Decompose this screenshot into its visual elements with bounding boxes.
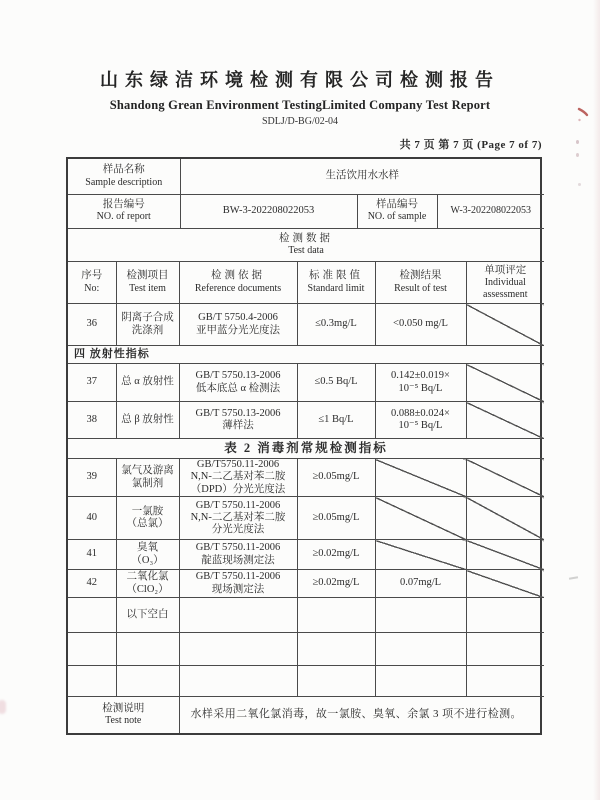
sample-no-value: W-3-202208022053: [437, 194, 544, 228]
sample-info-table: [68, 159, 544, 229]
cell-empty: [466, 633, 544, 666]
sample-no-label-en: NO. of sample: [367, 211, 427, 223]
cell-empty: [116, 633, 179, 666]
test-data-title-en: Test data: [288, 245, 324, 257]
cell-no: 38: [68, 402, 116, 439]
ink-speck: [576, 140, 579, 144]
report-no-row: [68, 194, 544, 228]
cell-assess-slash: [466, 364, 544, 402]
test-data-title-cn: 检测数据: [279, 232, 334, 244]
sample-name-label: [68, 159, 180, 194]
cell-line: 低本底总 α 检测法: [195, 382, 281, 394]
cell-result: [375, 364, 466, 402]
cell-empty: [297, 598, 375, 633]
cell-assess-slash: [466, 402, 544, 439]
cell-item: [116, 540, 179, 570]
cell-result-slash: [375, 540, 466, 570]
cell-no: 36: [68, 304, 116, 346]
cell-ref: [179, 402, 297, 439]
cell-line: N,N-二乙基对苯二胺: [190, 471, 286, 483]
test-note-label: [68, 697, 179, 733]
col-limit-en: Standard limit: [307, 282, 365, 294]
cell-line: GB/T5750.11-2006: [196, 459, 280, 470]
cell-empty: [375, 598, 466, 633]
col-item-en: Test item: [129, 282, 166, 294]
scan-dash-mark: [569, 576, 578, 580]
cell-line: 10⁻⁵ Bq/L: [398, 420, 443, 431]
report-table: [66, 157, 542, 735]
cell-result-slash: [375, 497, 466, 540]
col-item-cn: 检测项目: [126, 270, 169, 282]
table-row-36: [68, 304, 544, 346]
cell-limit: ≥0.05mg/L: [297, 459, 375, 497]
cell-item: [116, 497, 179, 540]
col-header-ref: [179, 262, 297, 304]
cell-line: 阴离子合成: [121, 312, 174, 324]
cell-line: GB/T 5750.4-2006: [198, 312, 278, 324]
cell-assess-slash: [466, 497, 544, 540]
sample-no-label-cn: 样品编号: [376, 198, 418, 210]
cell-line: 氯制剂: [131, 477, 164, 489]
cell-assess-slash: [466, 540, 544, 570]
cell-empty: [297, 633, 375, 666]
cell-limit: ≤1 Bq/L: [297, 402, 375, 439]
section-radioactivity: 四 放射性指标: [68, 346, 544, 364]
cell-no: 39: [68, 459, 116, 497]
test-note-label-en: Test note: [105, 715, 142, 727]
cell-item: [116, 570, 179, 598]
empty-row: [68, 633, 544, 666]
cell-no: 41: [68, 540, 116, 570]
cell-empty: [466, 666, 544, 697]
cell-line: N,N-二乙基对苯二胺: [190, 511, 286, 523]
report-no-label-cn: 报告编号: [102, 198, 145, 210]
cell-empty: [179, 666, 297, 697]
table-row-38: [68, 402, 544, 439]
pink-smudge: [0, 700, 6, 714]
sample-name-label-cn: 样品名称: [102, 164, 145, 176]
cell-no: 37: [68, 364, 116, 402]
cell-empty: [179, 633, 297, 666]
cell-assess-slash: [466, 304, 544, 346]
report-title-cn: 山东绿洁环境检测有限公司检测报告: [100, 70, 500, 90]
col-ref-cn: 检测依据: [211, 270, 265, 282]
cell-empty: [375, 666, 466, 697]
cell-empty: [466, 598, 544, 633]
cell-limit: ≥0.05mg/L: [297, 497, 375, 540]
sample-name-row: [68, 159, 544, 194]
test-data-title: [68, 229, 544, 262]
sample-name-label-en: Sample description: [85, 176, 163, 188]
cell-item: [116, 459, 179, 497]
cell-result: [375, 402, 466, 439]
table-row-39: [68, 459, 544, 497]
table-row-42: [68, 570, 544, 598]
cell-limit: ≤0.3mg/L: [297, 304, 375, 346]
cell-result: 0.07mg/L: [375, 570, 466, 598]
cell-ref: [179, 497, 297, 540]
column-header-row: [68, 262, 544, 304]
cell-assess-slash: [466, 570, 544, 598]
cell-line: 洗涤剂: [131, 324, 164, 336]
cell-no: 42: [68, 570, 116, 598]
cell-limit: ≥0.02mg/L: [297, 540, 375, 570]
table2-title: 表 2 消毒剂常规检测指标: [68, 439, 544, 459]
cell-line: GB/T 5750.13-2006: [195, 370, 281, 382]
report-no-label: [68, 194, 180, 228]
col-ref-en: Reference documents: [194, 282, 282, 294]
sample-name-value: 生活饮用水水样: [180, 159, 544, 194]
blank-below-row: [68, 598, 544, 633]
cell-line: 一氯胺: [131, 505, 164, 517]
cell-limit: ≤0.5 Bq/L: [297, 364, 375, 402]
cell-line: 10⁻⁵ Bq/L: [398, 382, 443, 394]
test-note-text: 水样采用二氧化氯消毒，故一氯胺、臭氧、余氯 3 项不进行检测。: [179, 697, 544, 733]
cell-line: （总氯）: [126, 518, 169, 530]
cell-result: <0.050 mg/L: [375, 304, 466, 346]
cell-empty: [68, 633, 116, 666]
blank-below-label: 以下空白: [116, 598, 179, 633]
col-header-item: [116, 262, 179, 304]
col-header-assess: [466, 262, 544, 304]
cell-line: 氯气及游离: [121, 465, 174, 477]
cell-line: （O₃）: [131, 554, 164, 566]
cell-ref: [179, 364, 297, 402]
cell-line: 0.142±0.019×: [391, 370, 450, 382]
report-no-label-en: NO. of report: [96, 211, 151, 223]
ink-speck: [576, 153, 579, 157]
table-row-37: [68, 364, 544, 402]
col-assess-cn: 单项评定: [484, 264, 527, 276]
test-note-row: [68, 697, 544, 733]
cell-line: 二氧化氯: [126, 571, 169, 583]
sample-no-label: [357, 194, 437, 228]
report-header: [0, 66, 600, 127]
cell-assess-slash: [466, 459, 544, 497]
cell-limit: ≥0.02mg/L: [297, 570, 375, 598]
cell-no: 40: [68, 497, 116, 540]
col-no-en: No:: [84, 282, 100, 294]
cell-ref: [179, 540, 297, 570]
table-row-40: [68, 497, 544, 540]
cell-item: [116, 304, 179, 346]
col-assess-en2: assessment: [483, 288, 528, 300]
col-header-limit: [297, 262, 375, 304]
cell-line: GB/T 5750.11-2006: [195, 571, 281, 583]
test-data-table: [68, 229, 544, 733]
cell-empty: [116, 666, 179, 697]
cell-line: 亚甲蓝分光光度法: [196, 324, 280, 336]
col-header-no: [68, 262, 116, 304]
page-number-info: 共 7 页 第 7 页 (Page 7 of 7): [399, 139, 542, 151]
doc-code: SDLJ/D-BG/02-04: [261, 116, 339, 127]
cell-line: 0.088±0.024×: [391, 407, 450, 419]
cell-line: （DPD）分光光度法: [190, 483, 286, 495]
cell-line: GB/T 5750.11-2006: [195, 499, 281, 511]
cell-empty: [375, 633, 466, 666]
page-edge-tint: [593, 0, 600, 800]
cell-item: 总 β 放射性: [116, 402, 179, 439]
col-header-result: [375, 262, 466, 304]
col-limit-cn: 标准限值: [309, 270, 363, 282]
cell-line: （ClO₂）: [126, 583, 169, 595]
empty-row: [68, 666, 544, 697]
report-title-en: Shandong Grean Environment TestingLimited Company Test Report: [109, 98, 491, 112]
col-result-cn: 检测结果: [399, 270, 442, 282]
col-no-cn: 序号: [81, 270, 103, 282]
cell-line: 分光光度法: [211, 524, 265, 536]
cell-ref: [179, 304, 297, 346]
test-data-title-row: [68, 229, 544, 262]
red-pen-mark: [576, 105, 592, 125]
table2-title-row: [68, 439, 544, 459]
section-radioactivity-row: [68, 346, 544, 364]
cell-empty: [68, 666, 116, 697]
cell-empty: [179, 598, 297, 633]
cell-line: 薄样法: [222, 420, 254, 431]
col-result-en: Result of test: [394, 282, 447, 294]
ink-speck: [578, 183, 581, 186]
cell-line: GB/T 5750.13-2006: [195, 407, 281, 419]
cell-result-slash: [375, 459, 466, 497]
report-no-value: BW-3-202208022053: [180, 194, 357, 228]
test-note-label-cn: 检测说明: [102, 702, 145, 714]
cell-line: GB/T 5750.11-2006: [195, 542, 281, 554]
cell-empty: [297, 666, 375, 697]
cell-ref: [179, 570, 297, 598]
cell-no-empty: [68, 598, 116, 633]
cell-ref: [179, 459, 297, 497]
table-row-41: [68, 540, 544, 570]
cell-line: 靛蓝现场测定法: [201, 554, 275, 566]
cell-line: 臭氧: [137, 542, 158, 554]
cell-line: 现场测定法: [211, 583, 265, 595]
cell-item: 总 α 放射性: [116, 364, 179, 402]
col-assess-en1: Individual: [484, 276, 526, 288]
